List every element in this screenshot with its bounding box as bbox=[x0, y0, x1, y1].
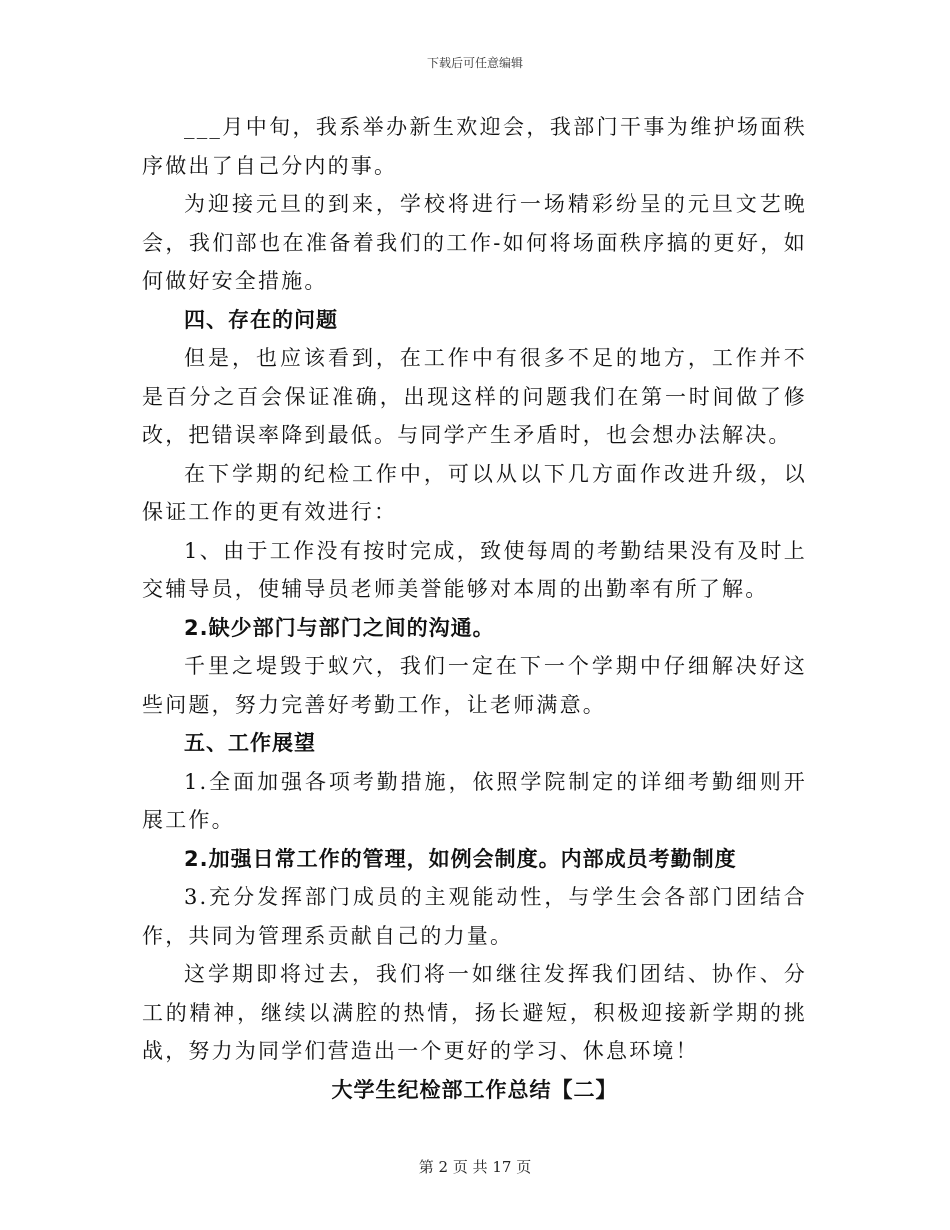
section-heading-outlook: 五、工作展望 bbox=[184, 731, 316, 755]
paragraph-new-year-gala: 为迎接元旦的到来，学校将进行一场精彩纷呈的元旦文艺晚会，我们部也在准备着我们的工作-如何将场面秩序搞的更好，如何做好安全措施。 bbox=[142, 192, 807, 293]
paragraph-improvements-intro: 在下学期的纪检工作中，可以从以下几方面作改进升级，以保证工作的更有效进行： bbox=[142, 461, 807, 524]
paragraph-resolution: 千里之堤毁于蚁穴，我们一定在下一个学期中仔细解决好这些问题，努力完善好考勤工作，让老师满意。 bbox=[142, 654, 807, 717]
list-item-outlook-1: 1.全面加强各项考勤措施，依照学院制定的详细考勤细则开展工作。 bbox=[142, 769, 807, 832]
section-title-part-two: 大学生纪检部工作总结【二】 bbox=[331, 1077, 618, 1102]
paragraph-closing: 这学期即将过去，我们将一如继往发挥我们团结、协作、分工的精神，继续以满腔的热情，扬长避短，积极迎接新学期的挑战，努力为同学们营造出一个更好的学习、休息环境！ bbox=[142, 962, 807, 1063]
header-note: 下载后可任意编辑 bbox=[426, 56, 523, 70]
list-item-problem-2: 2.缺少部门与部门之间的沟通。 bbox=[184, 615, 495, 640]
page-number: 第 2 页 共 17 页 bbox=[418, 1158, 532, 1176]
list-item-outlook-2: 2.加强日常工作的管理，如例会制度。内部成员考勤制度 bbox=[184, 846, 737, 871]
section-heading-problems: 四、存在的问题 bbox=[184, 307, 338, 332]
document-body bbox=[142, 108, 807, 1109]
paragraph-shortcomings: 但是，也应该看到，在工作中有很多不足的地方，工作并不是百分之百会保证准确，出现这样的问题我们在第一时间做了修改，把错误率降到最低。与同学产生矛盾时，也会想办法解决。 bbox=[142, 346, 807, 447]
list-item-problem-1: 1、由于工作没有按时完成，致使每周的考勤结果没有及时上交辅导员，使辅导员老师美誉能够对本周的出勤率有所了解。 bbox=[142, 538, 807, 601]
paragraph-orientation-event: ___月中旬，我系举办新生欢迎会，我部门干事为维护场面秩序做出了自己分内的事。 bbox=[142, 115, 807, 178]
list-item-outlook-3: 3.充分发挥部门成员的主观能动性，与学生会各部门团结合作，共同为管理系贡献自己的力量。 bbox=[142, 885, 807, 948]
